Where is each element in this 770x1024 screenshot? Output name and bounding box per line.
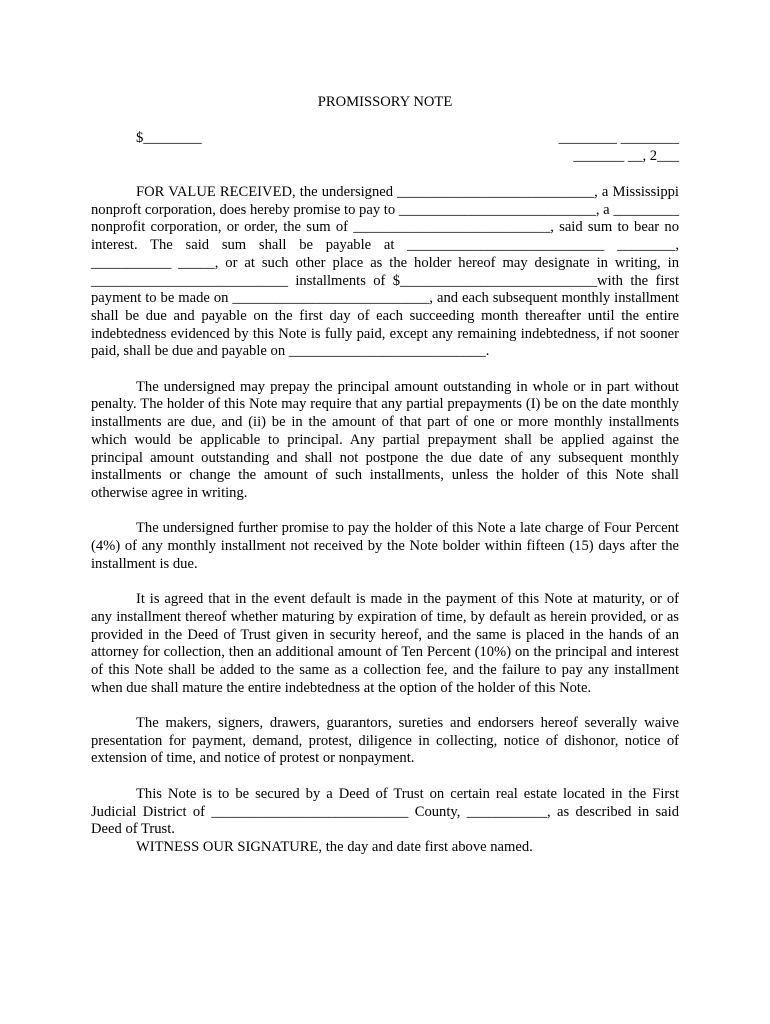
document-body xyxy=(91,184,679,857)
paragraph-default: It is agreed that in the event default is made in the payment of this Note at maturity, or of any installment thereof whether maturing by expiration of time, by default as herein provided, or as provided in the Deed of Trust given in security hereof, and the same is placed in the hands of an attorney for collection, then an additional amount of Ten Percent (10%) on the principal and interest of this Note shall be added to the same as a collection fee, and the failure to pay any installment when due shall mature the entire indebtedness at the option of the holder of this Note. xyxy=(91,591,679,696)
paragraph-waiver: The makers, signers, drawers, guarantors, sureties and endorsers hereof severally waive presentation for payment, demand, protest, diligence in collecting, notice of dishonor, notice of extension of time, and notice of protest or nonpayment. xyxy=(91,715,679,767)
paragraph-late-charge: The undersigned further promise to pay the holder of this Note a late charge of Four Percent (4%) of any monthly installment not received by the Note bolder within fifteen (15) days after the installment is due. xyxy=(91,520,679,572)
date-line-2: _______ __, 2___ xyxy=(573,147,679,164)
document-title: PROMISSORY NOTE xyxy=(317,94,453,110)
date-block xyxy=(559,130,679,165)
date-line-1: ________ ________ xyxy=(558,130,679,146)
amount-line: $________ xyxy=(136,130,202,146)
paragraph-value-received: FOR VALUE RECEIVED, the undersigned ___________________________, a Mississippi nonproft corporation, does hereby promise to pay to ___________________________, a _________ nonprofit corporation, or order, the sum of ___________________________, said sum to bear no interest. The said sum shall be payable at ___________________________ ________, ___________ _____, or at such other place as the holder hereof may designate in writing, in ___________________________ installments of $___________________________with the first payment to be made on ___________________________, and each subsequent monthly installment shall be due and payable on the first day of each succeeding month thereafter until the entire indebtedness evidenced by this Note is fully paid, except any remaining indebtedness, if not sooner paid, shall be due and payable on ___________________________. xyxy=(91,184,679,360)
paragraph-prepayment: The undersigned may prepay the principal amount outstanding in whole or in part without penalty. The holder of this Note may require that any partial prepayments (I) be on the date monthly installments are due, and (ii) be in the amount of that part of one or more monthly installments which would be applicable to principal. Any partial prepayment shall be applied against the principal amount outstanding and shall not postpone the due date of any subsequent monthly installments or change the amount of such installments, unless the holder of this Note shall otherwise agree in writing. xyxy=(91,378,679,501)
paragraph-deed-of-trust: This Note is to be secured by a Deed of Trust on certain real estate located in the First Judicial District of ___________________________ County, ___________, as described in said Deed of Trust. xyxy=(91,785,679,838)
paragraph-witness: WITNESS OUR SIGNATURE, the day and date first above named. xyxy=(136,838,533,855)
